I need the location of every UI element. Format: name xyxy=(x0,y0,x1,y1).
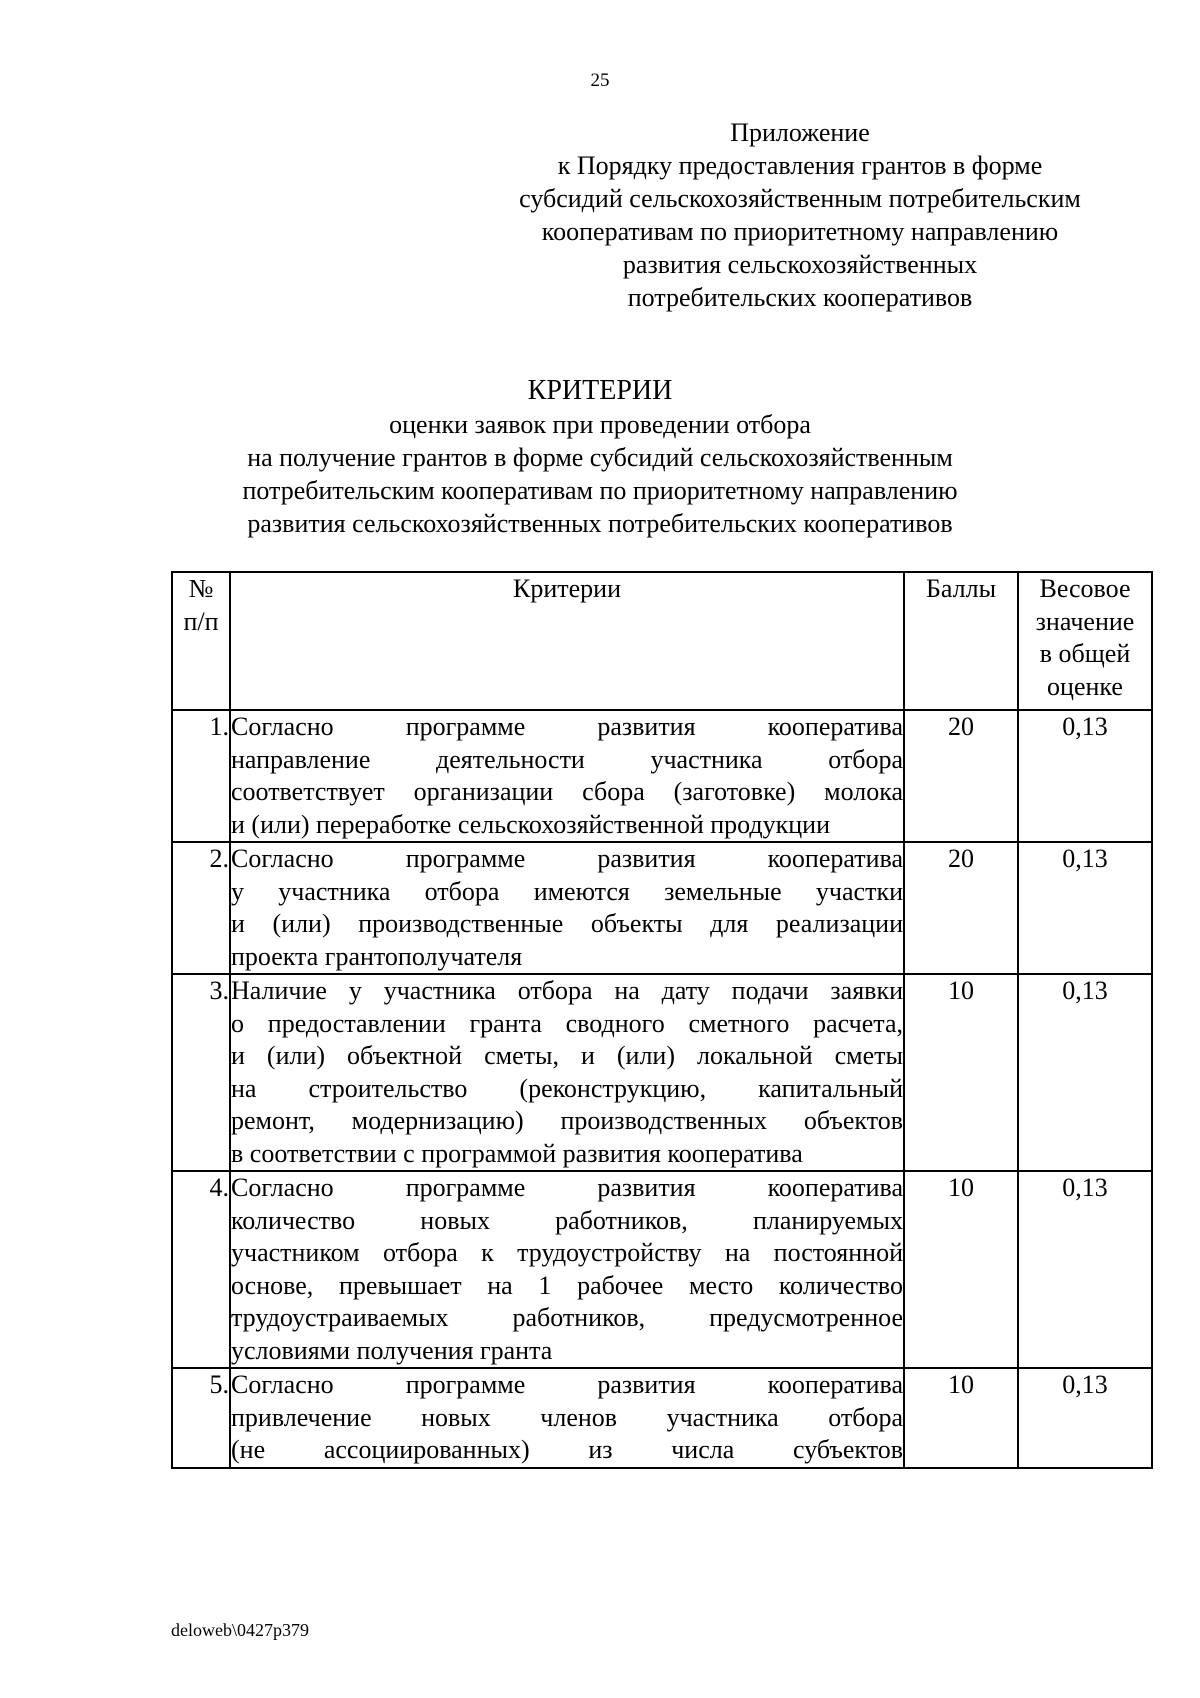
criterion-text xyxy=(230,710,904,842)
criterion-line: Согласно программе развития кооператива xyxy=(231,712,903,741)
appendix-line: развития сельскохозяйственных xyxy=(622,250,978,279)
table-row xyxy=(172,842,1152,974)
criterion-line: направление деятельности участника отбора xyxy=(231,744,903,774)
appendix-line: субсидий сельскохозяйственным потребительским xyxy=(519,184,1081,213)
row-weight: 0,13 xyxy=(1018,1171,1152,1368)
title-heading: КРИТЕРИИ xyxy=(527,375,673,406)
criterion-line: о предоставлении гранта сводного сметного расчета, xyxy=(231,1008,903,1038)
criterion-text xyxy=(230,1171,904,1368)
row-number: 4. xyxy=(172,1171,230,1368)
criterion-line: Наличие у участника отбора на дату подачи заявки xyxy=(231,976,903,1005)
header-criteria: Критерии xyxy=(230,572,904,710)
appendix-line: к Порядку предоставления грантов в форме xyxy=(557,151,1043,180)
criterion-line: в соответствии с программой развития кооператива xyxy=(231,1138,803,1168)
criterion-line: ремонт, модернизацию) производственных объектов xyxy=(231,1106,903,1135)
row-score: 10 xyxy=(904,974,1018,1171)
header-number xyxy=(172,572,230,710)
criterion-line: Согласно программе развития кооператива xyxy=(231,1370,903,1399)
criterion-line: трудоустраиваемых работников, предусмотренное xyxy=(231,1303,903,1332)
footer-doc-id: deloweb\0427p379 xyxy=(171,1620,309,1640)
table-header-row xyxy=(172,572,1152,710)
row-number: 5. xyxy=(172,1368,230,1468)
criteria-table xyxy=(171,571,1153,1469)
document-title xyxy=(0,374,1200,540)
row-weight: 0,13 xyxy=(1018,974,1152,1171)
row-weight: 0,13 xyxy=(1018,1368,1152,1468)
criterion-line: соответствует организации сбора (заготовке) молока xyxy=(231,777,903,806)
header-weight-line: значение xyxy=(1035,606,1135,636)
criterion-line: участником отбора к трудоустройству на постоянной xyxy=(231,1238,903,1267)
header-number-line: № xyxy=(188,574,214,603)
criterion-line: основе, превышает на 1 рабочее место количество xyxy=(231,1270,903,1300)
row-score: 20 xyxy=(904,710,1018,842)
title-line: на получение грантов в форме субсидий сельскохозяйственным xyxy=(247,443,953,472)
criterion-line: Согласно программе развития кооператива xyxy=(231,1173,903,1202)
appendix-line: кооперативам по приоритетному направлению xyxy=(541,217,1059,246)
title-line: развития сельскохозяйственных потребительских кооперативов xyxy=(247,509,953,538)
appendix-line: Приложение xyxy=(730,118,870,147)
criterion-line: условиями получения гранта xyxy=(231,1335,553,1365)
table-row xyxy=(172,974,1152,1171)
criterion-line: и (или) объектной сметы, и (или) локальной сметы xyxy=(231,1041,903,1070)
table-row xyxy=(172,710,1152,842)
row-score: 20 xyxy=(904,842,1018,974)
criterion-line: и (или) производственные объекты для реализации xyxy=(231,909,903,938)
criterion-text xyxy=(230,974,904,1171)
row-score: 10 xyxy=(904,1368,1018,1468)
header-weight xyxy=(1018,572,1152,710)
criterion-line: у участника отбора имеются земельные участки xyxy=(231,876,903,906)
criterion-line: проекта грантополучателя xyxy=(231,941,523,971)
table-row xyxy=(172,1171,1152,1368)
criterion-line: на строительство (реконструкцию, капитальный xyxy=(231,1073,903,1103)
title-line: потребительским кооперативам по приоритетному направлению xyxy=(242,476,958,505)
appendix-header xyxy=(505,116,1095,314)
row-number: 2. xyxy=(172,842,230,974)
criterion-line: Согласно программе развития кооператива xyxy=(231,844,903,873)
row-number: 1. xyxy=(172,710,230,842)
header-score: Баллы xyxy=(904,572,1018,710)
page-number: 25 xyxy=(590,70,610,91)
row-score: 10 xyxy=(904,1171,1018,1368)
row-weight: 0,13 xyxy=(1018,842,1152,974)
header-number-line: п/п xyxy=(183,606,219,636)
header-weight-line: оценке xyxy=(1047,671,1123,701)
title-line: оценки заявок при проведении отбора xyxy=(389,410,811,439)
row-weight: 0,13 xyxy=(1018,710,1152,842)
header-weight-line: в общей xyxy=(1039,639,1131,668)
table-row xyxy=(172,1368,1152,1468)
criterion-text xyxy=(230,1368,904,1468)
appendix-line: потребительских кооперативов xyxy=(627,283,973,312)
criterion-line: количество новых работников, планируемых xyxy=(231,1205,903,1235)
row-number: 3. xyxy=(172,974,230,1171)
criterion-line: и (или) переработке сельскохозяйственной продукции xyxy=(231,809,831,839)
header-weight-line: Весовое xyxy=(1039,574,1131,603)
criterion-line: (не ассоциированных) из числа субъектов xyxy=(231,1435,903,1464)
table-body xyxy=(172,710,1152,1468)
criterion-text xyxy=(230,842,904,974)
criterion-line: привлечение новых членов участника отбора xyxy=(231,1402,903,1432)
